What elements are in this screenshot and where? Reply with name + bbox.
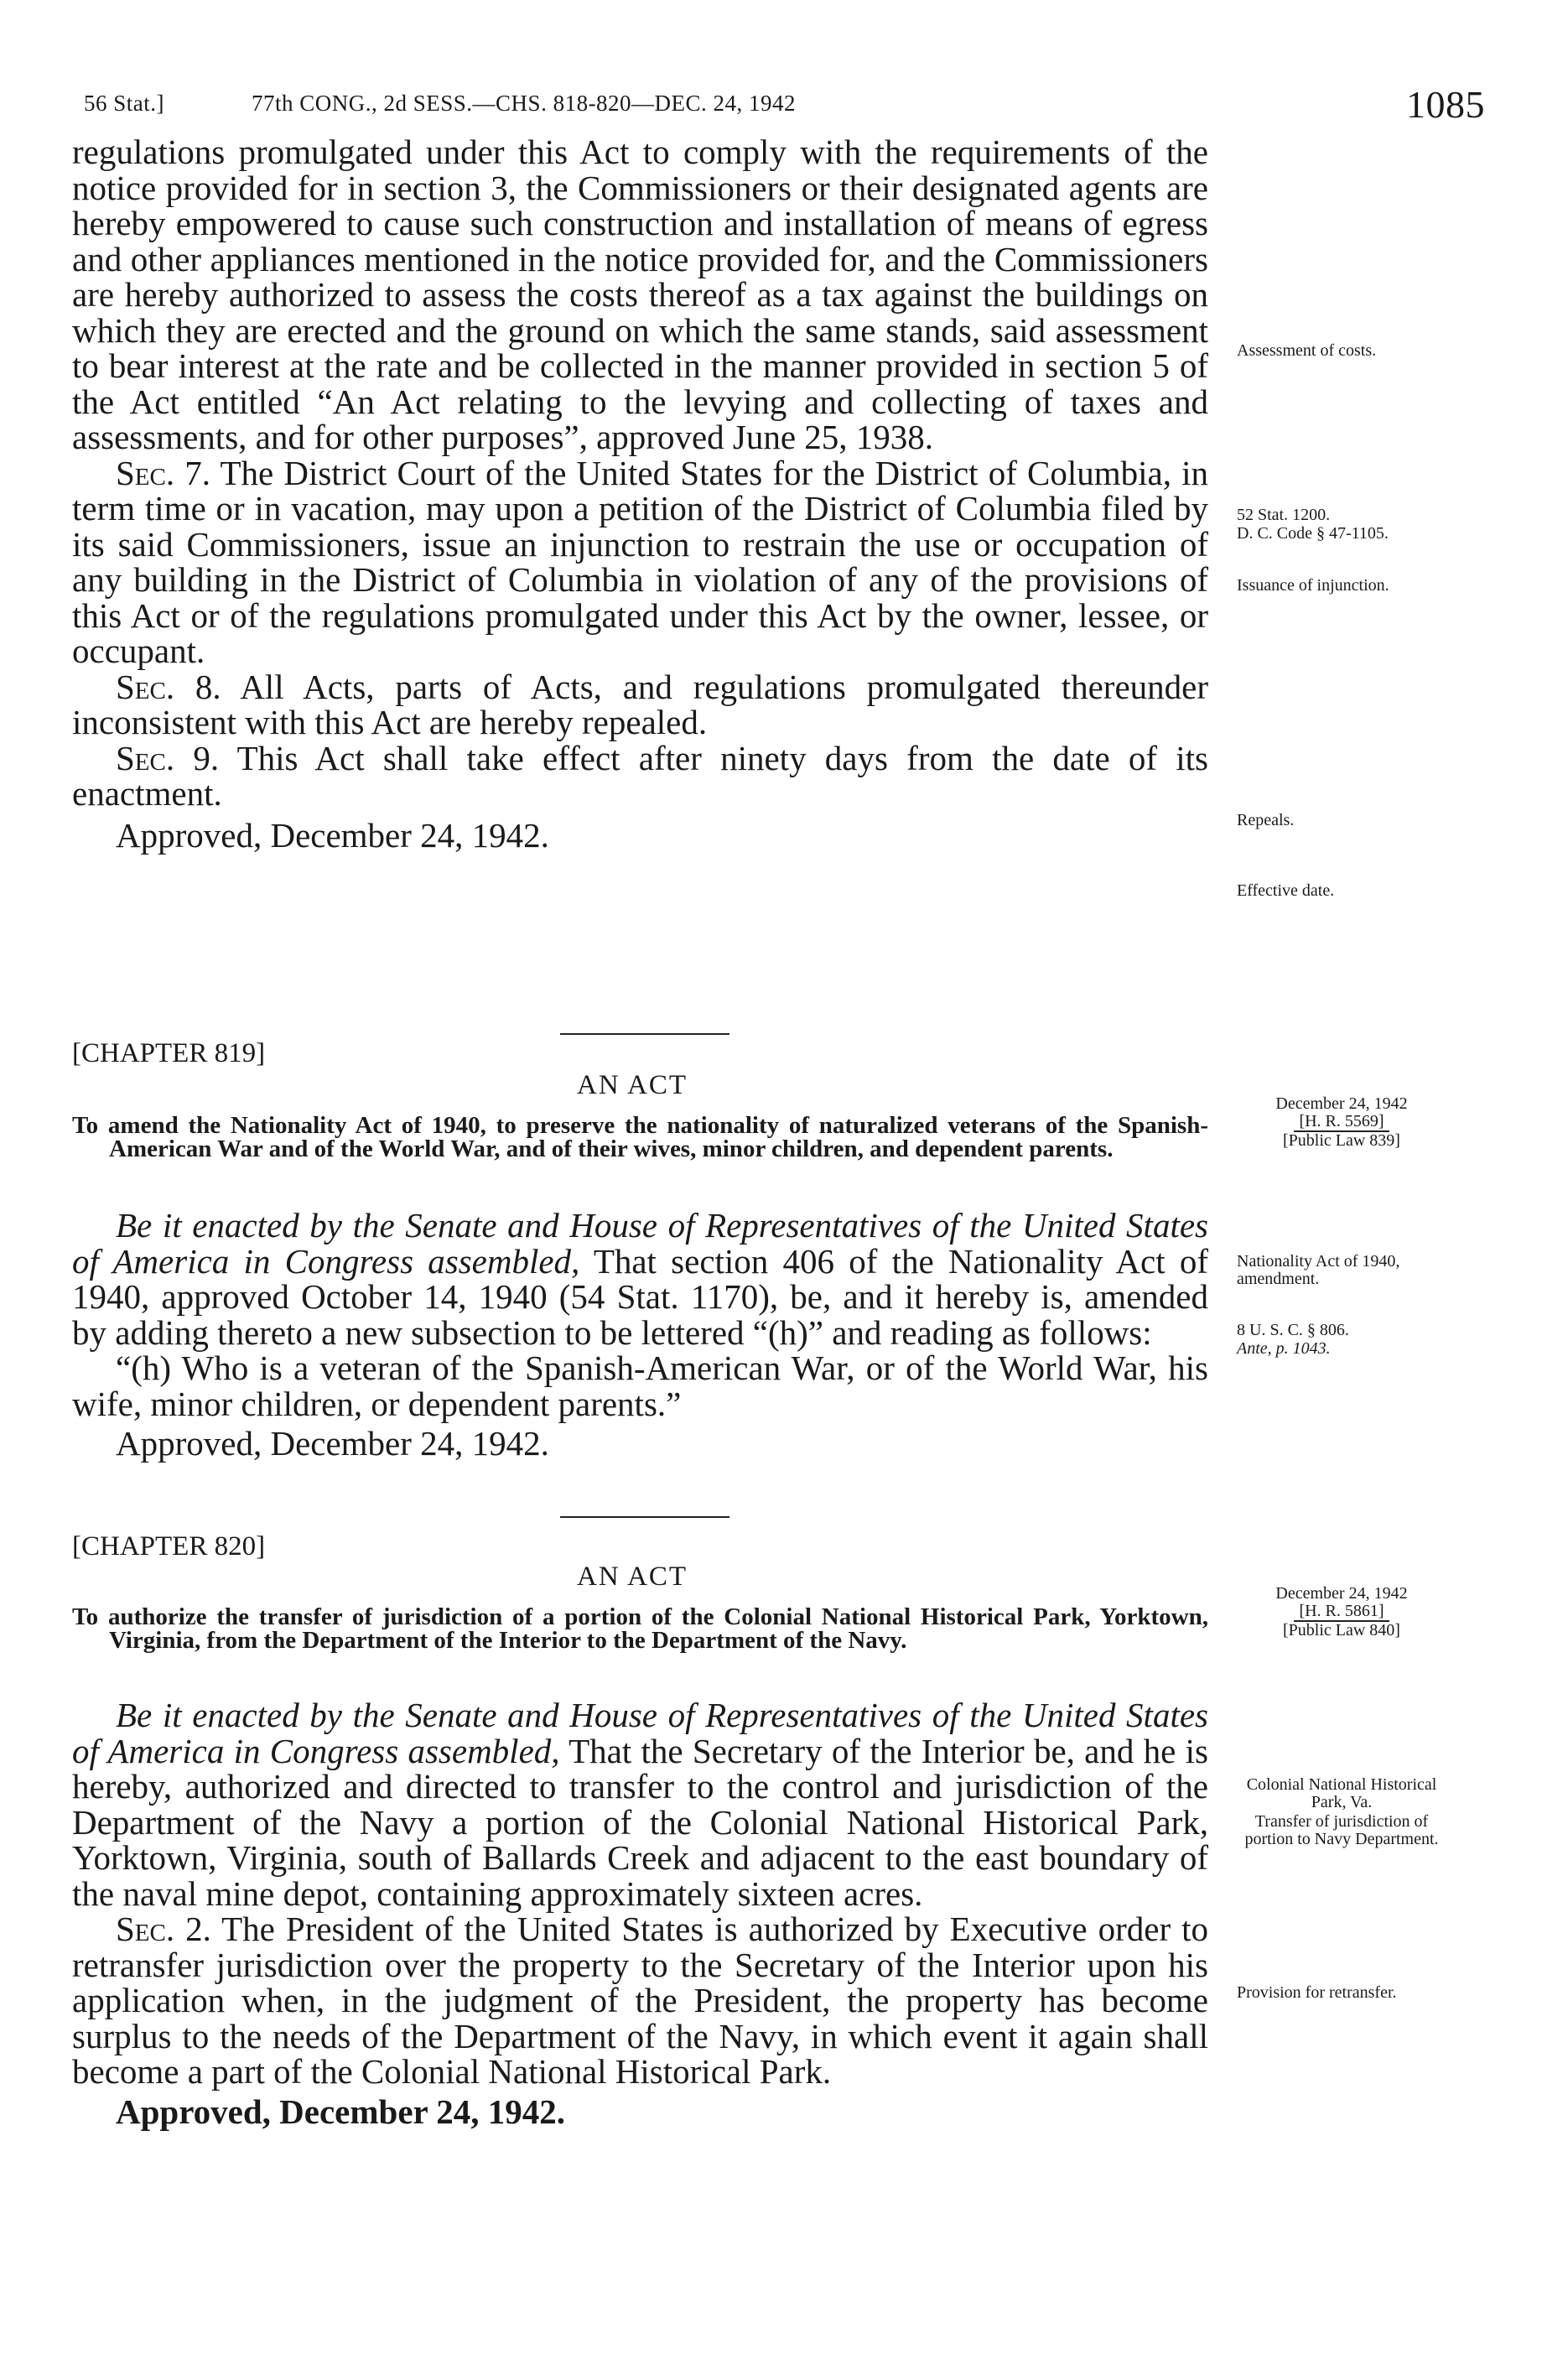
page-number: 1085 <box>1406 83 1485 126</box>
divider <box>560 1033 729 1035</box>
chapter-820-section-2-label: Sec. 2. <box>116 1910 211 1948</box>
section-9-text: This Act shall take effect after ninety days from the date of its enactment. <box>72 738 1209 813</box>
chapter-820-section-2 <box>72 1911 1208 2090</box>
chapter-819-approved: Approved, December 24, 1942. <box>116 1424 549 1463</box>
chapter-819-an-act: AN ACT <box>577 1070 688 1100</box>
chapter-820-section-2-text: The President of the United States is authorized by Executive order to retransfer jurisdiction over the property to the Secretary of the Interior upon his application when, in the judgment of the President, the property has become surplus to the needs of the Department of the Navy, in which event it again shall become a part of the Colonial National Historical Park. <box>72 1910 1208 2091</box>
chapter-820-enacting-text: Be it enacted by the Senate and House of Representatives of the United States of America in Congress assembled, <box>72 1696 1208 1770</box>
chapter-819-law: [Public Law 839] <box>1283 1131 1400 1150</box>
chapter-819-bill: [H. R. 5569] <box>1294 1113 1389 1132</box>
chapter-819-quote: “(h) Who is a veteran of the Spanish-American War, or of the World War, his wife, minor children, or dependent parents.” <box>72 1348 1208 1423</box>
chapter-820-bill-wrap <box>1237 1603 1446 1622</box>
chapter-819-enacting-clause <box>72 1208 1208 1350</box>
volume-reference: 56 Stat.] <box>84 91 164 116</box>
section-8-text: All Acts, parts of Acts, and regulations promulgated thereunder inconsistent with this Act are hereby repealed. <box>72 667 1208 741</box>
chapter-820-title <box>72 1605 1208 1652</box>
chapter-820-approved: Approved, December 24, 1942. <box>116 2092 565 2131</box>
section-8-label: Sec. 8. <box>116 667 221 706</box>
margin-note-citation-2: D. C. Code § 47-1105. <box>1237 524 1389 543</box>
chapter-819-body-text: That section 406 of the Nationality Act of 1940, approved October 14, 1940 (54 Stat. 1170), be, and it hereby is, amended by adding thereto a new subsection to be lettered “(h)” and reading as follows: <box>72 1241 1208 1352</box>
section-9 <box>72 738 1209 813</box>
chapter-819-heading: [CHAPTER 819] <box>72 1038 266 1068</box>
margin-note-repeals: Repeals. <box>1237 811 1295 829</box>
chapter-819-title <box>72 1114 1208 1161</box>
chapter-819-title-text: To amend the Nationality Act of 1940, to preserve the nationality of naturalized veterans of the Spanish-American War and of the World War, and of their wives, minor children, and dependent parents. <box>72 1112 1208 1162</box>
margin-note-effective: Effective date. <box>1237 881 1335 900</box>
chapter-819-bill-wrap <box>1237 1113 1446 1132</box>
chapter-820-bill: [H. R. 5861] <box>1294 1603 1389 1622</box>
section-8 <box>72 669 1208 741</box>
margin-note-assessment: Assessment of costs. <box>1237 341 1377 360</box>
chapter-820-heading: [CHAPTER 820] <box>72 1531 266 1562</box>
margin-note-citation-1: 52 Stat. 1200. <box>1237 506 1331 524</box>
chapter-819-enacting-text: Be it enacted by the Senate and House of Representatives of the United States of America in Congress assembled, <box>72 1206 1208 1281</box>
chapter-819-date: December 24, 1942 <box>1275 1094 1408 1113</box>
continued-paragraph: regulations promulgated under this Act to comply with the requirements of the notice provided for in section 3, the Commissioners or their designated agents are hereby empowered to cause such construction and installation of means of egress and other appliances mentioned in the notice provided for, and the Commissioners are hereby authorized to assess the costs thereof as a tax against the buildings on which they are erected and the ground on which the same stands, said assessment to bear interest at the rate and be collected in the manner provided in section 5 of the Act entitled “An Act relating to the levying and collecting of taxes and assessments, and for other purposes”, approved June 25, 1938. <box>72 133 1208 456</box>
chapter-820-sidebox <box>1237 1585 1446 1639</box>
chapter-820-note-1: Colonial National Historical Park, Va. <box>1246 1775 1437 1811</box>
chapter-820-an-act: AN ACT <box>577 1562 688 1592</box>
section-7-label: Sec. 7. <box>116 453 211 492</box>
chapter-820-note-2: Transfer of jurisdiction of portion to Navy Department. <box>1244 1812 1439 1848</box>
chapter-820-note-3: Provision for retransfer. <box>1237 1983 1397 2002</box>
section-7-text: The District Court of the United States for the District of Columbia, in term time or in vacation, may upon a petition of the District of Columbia filed by its said Commissioners, issue an injunction to restrain the use or occupation of any building in the District of Columbia in violation of any of the provisions of this Act or of the regulations promulgated under this Act by the owner, lessee, or occupant. <box>72 453 1208 670</box>
chapter-819-cite-2: Ante, p. 1043. <box>1237 1339 1331 1358</box>
divider <box>560 1516 729 1518</box>
section-7 <box>72 455 1208 669</box>
chapter-819-body <box>72 1208 1208 1462</box>
session-reference: 77th CONG., 2d SESS.—CHS. 818-820—DEC. 24, 1942 <box>252 91 797 116</box>
chapter-820-title-text: To authorize the transfer of jurisdiction of a portion of the Colonial National Historical Park, Yorktown, Virginia, from the Department of the Interior to the Department of the Navy. <box>72 1603 1208 1654</box>
chapter-820-date: December 24, 1942 <box>1275 1584 1408 1603</box>
approved-line: Approved, December 24, 1942. <box>116 815 549 855</box>
chapter-819-cite-1: 8 U. S. C. § 806. <box>1237 1321 1349 1339</box>
chapter-819-sidebox <box>1237 1095 1446 1150</box>
chapter-820-enacting-clause <box>72 1697 1208 1911</box>
chapter-820-law: [Public Law 840] <box>1283 1621 1400 1639</box>
margin-note-injunction: Issuance of injunction. <box>1237 576 1389 595</box>
continued-act <box>72 134 1208 854</box>
chapter-819-note: Nationality Act of 1940, amendment. <box>1237 1252 1400 1288</box>
section-9-label: Sec. 9. <box>116 738 220 777</box>
chapter-820-body-text: That the Secretary of the Interior be, and he is hereby, authorized and directed to transfer to the control and jurisdiction of the Department of the Navy a portion of the Colonial National Historical Park, Yorktown, Virginia, south of Ballards Creek and adjacent to the east boundary of the naval mine depot, containing approximately sixteen acres. <box>72 1731 1208 1913</box>
chapter-820-body <box>72 1697 1208 2130</box>
